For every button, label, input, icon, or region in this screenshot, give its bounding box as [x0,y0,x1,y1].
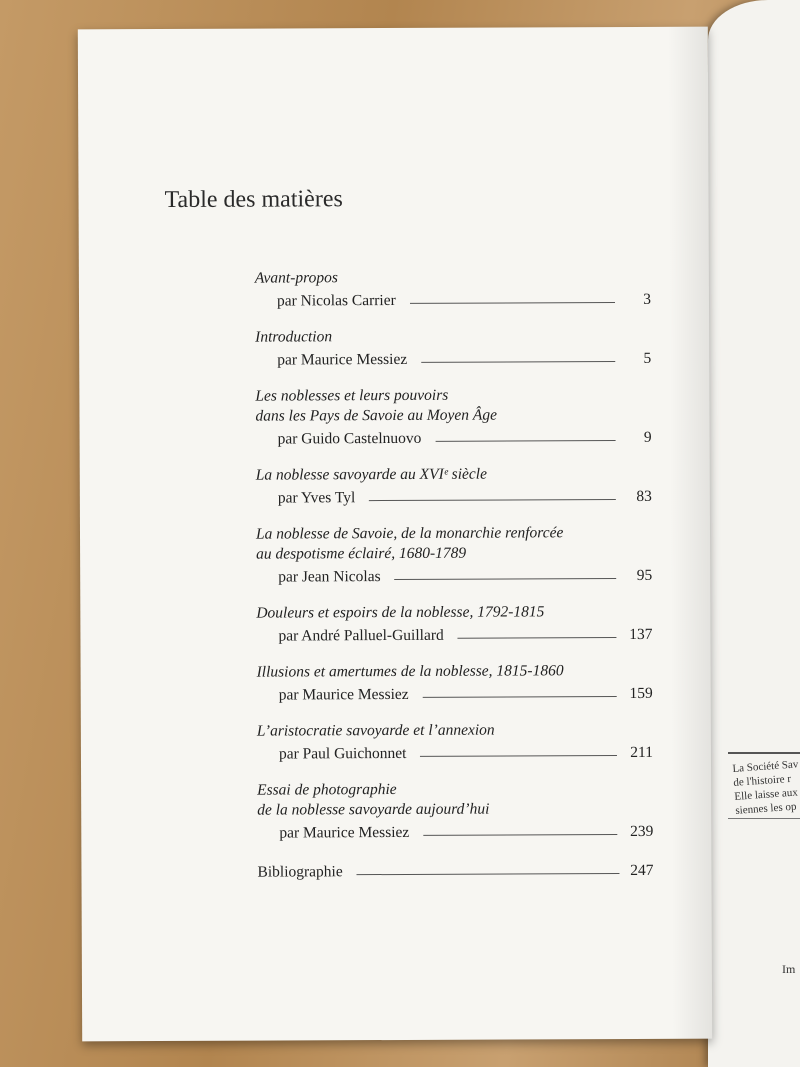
entry-title: Douleurs et espoirs de la noblesse, 1792-1815 [256,603,545,622]
entry-byline [255,287,651,311]
leader-line [435,440,615,442]
page-gutter-shadow [668,27,712,1039]
entry-author: par André Palluel-Guillard [278,626,444,645]
toc-entry [255,385,651,449]
next-page-footer-text: Im [782,962,796,976]
leader-line [423,834,617,836]
leader-line [458,637,617,639]
toc-entry [256,602,652,646]
entry-title: Avant-propos [254,269,338,287]
toc-entry-bibliography [257,858,653,882]
entry-byline [256,622,652,646]
toc-entry [256,464,652,508]
bibliography-label: Bibliographie [257,863,343,881]
table-of-contents [255,267,654,882]
entry-page-number: 95 [636,566,653,584]
entry-page-number: 83 [636,487,652,505]
leader-line [421,361,615,363]
entry-byline [255,346,651,370]
next-page [708,0,800,1067]
entry-title: Introduction [255,328,333,346]
entry-byline [257,819,653,843]
entry-title: L’aristocratie savoyarde et l’annexion [256,721,495,740]
toc-entry [257,720,653,764]
entry-author: par Jean Nicolas [278,568,381,586]
entry-byline [256,563,652,587]
entry-title: La noblesse savoyarde au XVIᵉ siècle [255,465,487,484]
entry-page-number: 9 [643,428,652,446]
entry-title: La noblesse de Savoie, de la monarchie renforcée au despotisme éclairé, 1680-1789 [255,524,564,563]
toc-entry [255,267,651,311]
bibliography-page-number: 247 [630,861,654,879]
entry-author: par Maurice Messiez [279,823,410,842]
leader-line [357,873,620,875]
leader-line [423,696,617,698]
entry-title: Illusions et amertumes de la noblesse, 1815-1860 [256,662,564,681]
toc-entry [257,661,653,705]
entry-page-number: 239 [630,822,654,840]
entry-author: par Nicolas Carrier [276,291,396,310]
toc-entry [255,326,651,370]
entry-byline [257,740,653,764]
entry-page-number: 3 [643,290,652,308]
leader-line [395,578,617,580]
entry-byline [256,425,652,449]
page-title: Table des matières [164,186,343,214]
entry-page-number: 5 [643,349,652,367]
entry-page-number: 211 [630,743,653,761]
entry-page-number: 137 [629,625,653,643]
entry-author: par Maurice Messiez [277,350,408,369]
entry-byline [256,484,652,508]
leader-line [369,499,616,501]
book-page [78,27,712,1042]
entry-author: par Maurice Messiez [278,685,409,704]
entry-author: par Paul Guichonnet [278,744,407,763]
entry-author: par Yves Tyl [277,489,356,507]
entry-title: Les noblesses et leurs pouvoirs dans les Pays de Savoie au Moyen Âge [255,386,497,425]
toc-entry [257,779,653,843]
leader-line [410,302,615,304]
entry-title: Essai de photographie de la noblesse savoyarde aujourd’hui [257,780,490,819]
next-page-note-text: La Société Sav de l'histoire r Elle laisse aux siennes les op [732,758,799,817]
toc-entry [256,523,652,587]
entry-byline [257,681,653,705]
leader-line [420,755,617,757]
entry-page-number: 159 [629,684,653,702]
entry-author: par Guido Castelnuovo [277,429,422,448]
